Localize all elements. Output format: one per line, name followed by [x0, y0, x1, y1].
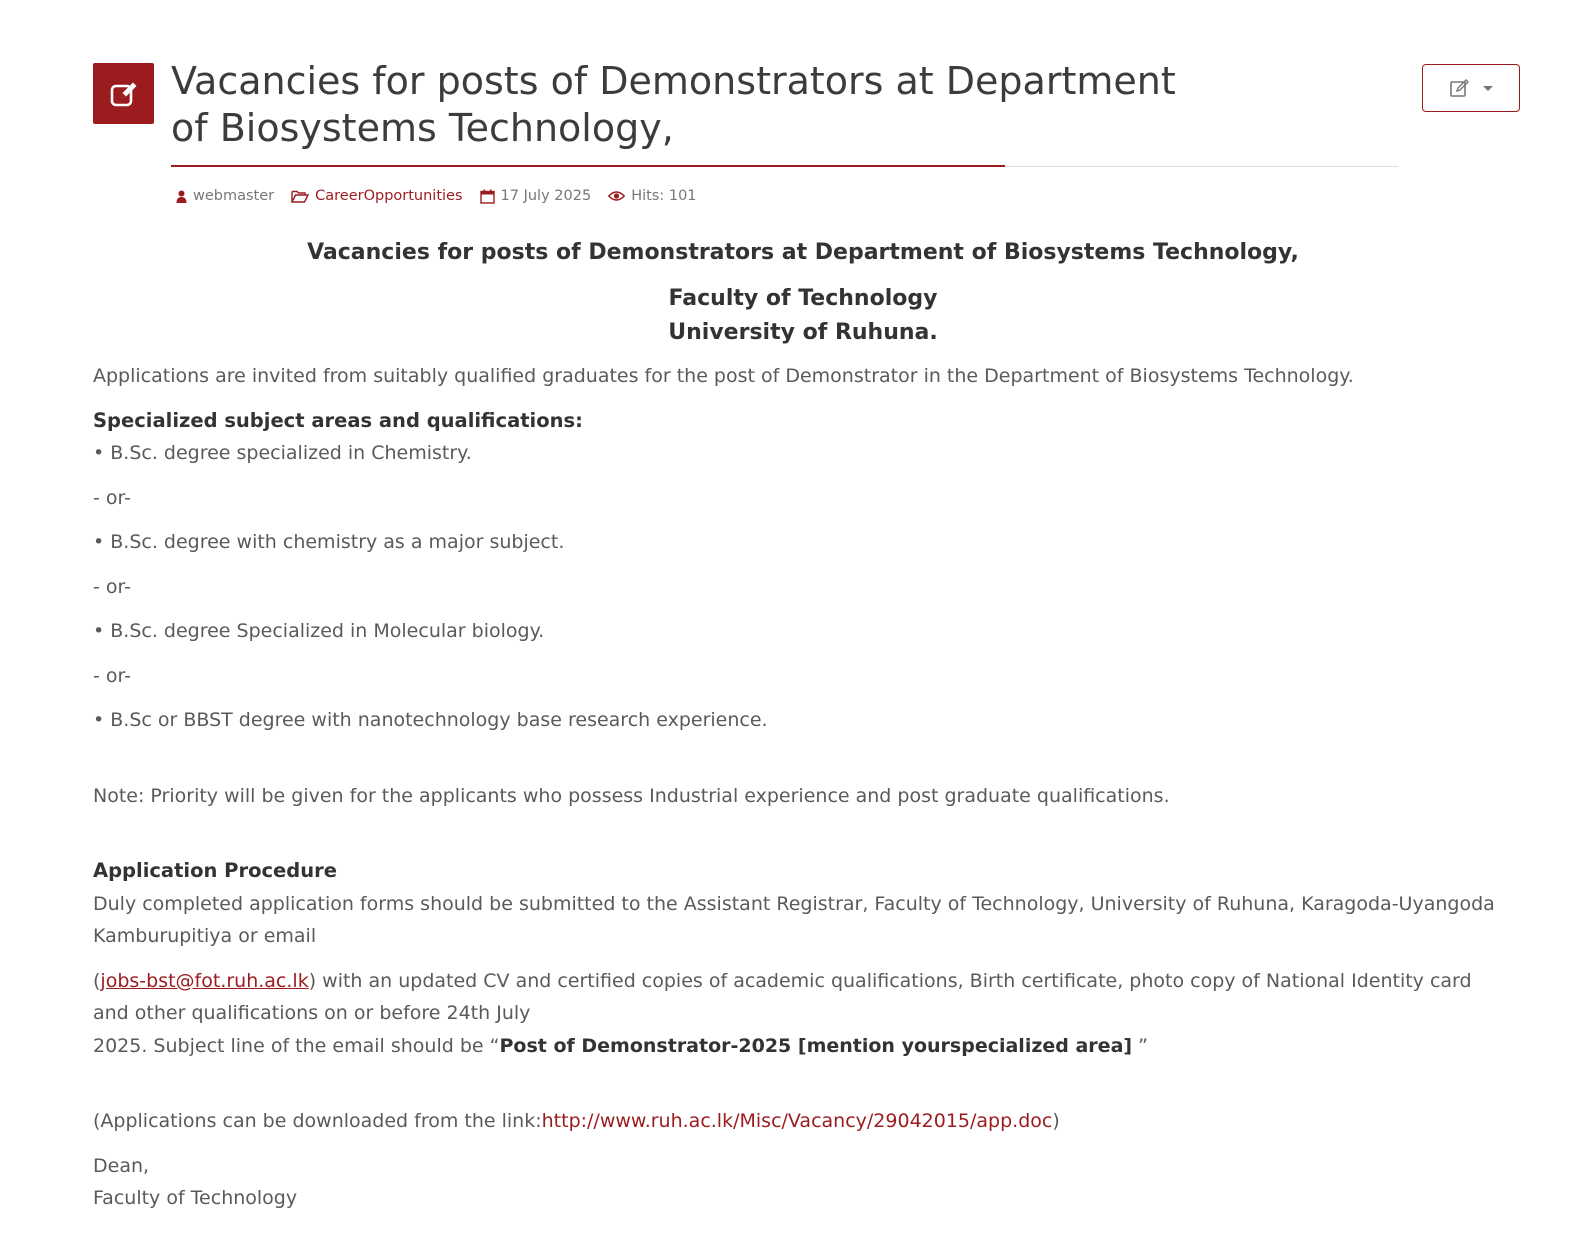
- procedure-heading: Application Procedure: [93, 859, 337, 882]
- procedure-details: [93, 965, 1513, 1063]
- edit-icon: [93, 63, 154, 124]
- intro-paragraph: Applications are invited from suitably qualified graduates for the post of Demonstrator in the Department of Biosystems Technology.: [93, 365, 1354, 387]
- hits-count: Hits: 101: [631, 188, 697, 204]
- note-paragraph: Note: Priority will be given for the applicants who possess Industrial experience and post graduate qualifications.: [93, 784, 1170, 807]
- category-link[interactable]: CareerOpportunities: [315, 188, 463, 204]
- caret-down-icon: [1483, 86, 1493, 91]
- procedure-paragraph: Duly completed application forms should be submitted to the Assistant Registrar, Faculty of Technology, University of Ruhuna, Karagoda-Uyangoda Kamburupitiya or email: [93, 892, 1495, 947]
- meta-category: [291, 188, 462, 204]
- signature-line: Faculty of Technology: [93, 1187, 298, 1209]
- or-separator: - or-: [93, 575, 131, 598]
- eye-icon: [608, 190, 625, 202]
- meta-hits: [608, 188, 696, 204]
- meta-date: [480, 188, 592, 204]
- subject-close: ”: [1132, 1034, 1148, 1057]
- calendar-icon: [480, 189, 495, 204]
- article-tools-button[interactable]: [1422, 64, 1520, 112]
- qualification-item: • B.Sc. degree Specialized in Molecular biology.: [93, 620, 545, 642]
- application-download-link[interactable]: http://www.ruh.ac.lk/Misc/Vacancy/29042015/app.doc: [541, 1110, 1053, 1132]
- publish-date: 17 July 2025: [500, 188, 592, 204]
- article-body: [93, 236, 1513, 1215]
- university-heading: University of Ruhuna.: [668, 320, 938, 345]
- page-title: Vacancies for posts of Demonstrators at Department of Biosystems Technology,: [171, 59, 1176, 150]
- body-heading: Vacancies for posts of Demonstrators at Department of Biosystems Technology,: [307, 240, 1299, 265]
- folder-open-icon: [291, 190, 309, 203]
- download-paragraph: [93, 1105, 1513, 1138]
- edit-icon: [1449, 77, 1471, 99]
- meta-author: [176, 188, 274, 204]
- procedure-text: 2025. Subject line of the email should be “: [93, 1034, 500, 1057]
- subject-line: Post of Demonstrator-2025 [mention yourspecialized area]: [499, 1034, 1133, 1057]
- qualifications-heading: Specialized subject areas and qualifications:: [93, 408, 583, 432]
- paren-open: (: [93, 969, 101, 992]
- qualification-item: • B.Sc. degree with chemistry as a major subject.: [93, 531, 565, 553]
- download-suffix: ): [1052, 1110, 1060, 1132]
- user-icon: [176, 190, 187, 203]
- author-name: webmaster: [193, 188, 275, 204]
- or-separator: - or-: [93, 664, 131, 687]
- download-prefix: (Applications can be downloaded from the link:: [93, 1110, 542, 1132]
- signature-line: Dean,: [93, 1154, 150, 1177]
- procedure-text: ) with an updated CV and certified copies of academic qualifications, Birth certificate, photo copy of National Identity card and other qualifications on or before 24th July: [93, 969, 1472, 1024]
- qualification-item: • B.Sc or BBST degree with nanotechnology base research experience.: [93, 709, 768, 731]
- qualification-item: • B.Sc. degree specialized in Chemistry.: [93, 442, 472, 464]
- email-link[interactable]: jobs-bst@fot.ruh.ac.lk: [100, 969, 309, 992]
- title-divider-accent: [171, 165, 1005, 167]
- or-separator: - or-: [93, 486, 131, 509]
- article-meta: [176, 185, 714, 207]
- faculty-heading: Faculty of Technology: [668, 286, 938, 311]
